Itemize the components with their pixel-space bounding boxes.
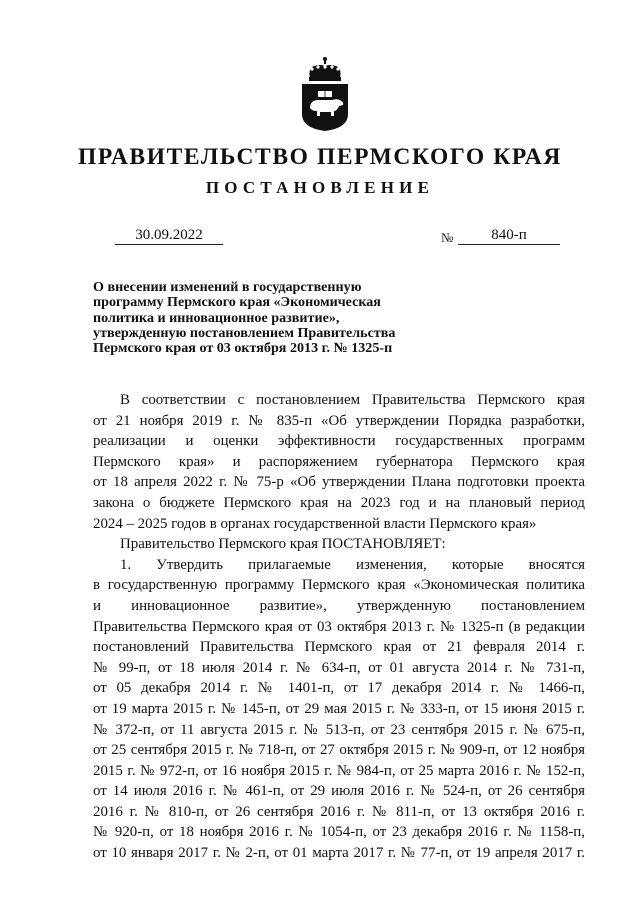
- body-line: Правительства Пермского края от 03 октября 2013 г. № 1325-п (в редакции: [93, 618, 585, 635]
- subject-line: О внесении изменений в государственную: [93, 279, 362, 295]
- crown-icon: [309, 57, 341, 81]
- resolution-number: 840-п: [458, 226, 560, 245]
- body-line: № 372-п, от 11 августа 2015 г. № 513-п, от 23 сентября 2015 г. № 675-п,: [93, 721, 585, 738]
- resolution-date: 30.09.2022: [115, 226, 223, 245]
- body-line: 2015 г. № 972-п, от 16 ноября 2015 г. № 984-п, от 25 марта 2016 г. № 152-п,: [93, 762, 585, 779]
- body-line: 1. Утвердить прилагаемые изменения, которые вносятся: [120, 556, 585, 573]
- body-line: № 99-п, от 18 июля 2014 г. № 634-п, от 01 августа 2014 г. № 731-п,: [93, 659, 585, 676]
- body-line: Правительство Пермского края ПОСТАНОВЛЯЕТ:: [120, 536, 446, 553]
- body-line: № 920-п, от 18 ноября 2016 г. № 1054-п, от 23 декабря 2016 г. № 1158-п,: [93, 824, 585, 841]
- government-title: ПРАВИТЕЛЬСТВО ПЕРМСКОГО КРАЯ: [78, 144, 562, 170]
- body-line: от 14 июля 2016 г. № 461-п, от 29 июля 2016 г. № 524-п, от 26 сентября: [93, 783, 585, 800]
- number-label: №: [441, 230, 454, 245]
- body-line: и инновационное развитие», утвержденную постановлением: [93, 597, 585, 614]
- body-line: от 05 декабря 2014 г. № 1401-п, от 17 декабря 2014 г. № 1466-п,: [93, 680, 585, 697]
- body-line: закона о бюджете Пермского края на 2023 год и на плановый период: [93, 494, 585, 511]
- subject-line: политика и инновационное развитие»,: [93, 309, 340, 326]
- body-line: от 10 января 2017 г. № 2-п, от 01 марта 2017 г. № 77-п, от 19 апреля 2017 г.: [93, 845, 585, 862]
- body-line: в государственную программу Пермского края «Экономическая политика: [93, 577, 585, 594]
- body-line: постановлений Правительства Пермского края от 21 февраля 2014 г.: [93, 639, 585, 656]
- body-line: от 19 марта 2015 г. № 145-п, от 29 мая 2015 г. № 333-п, от 15 июня 2015 г.: [93, 700, 585, 717]
- body-line: 2016 г. № 810-п, от 26 сентября 2016 г. № 811-п, от 13 октября 2016 г.: [93, 803, 585, 820]
- body-line: Пермского края» и распоряжением губернатора Пермского края: [93, 453, 585, 470]
- body-line: В соответствии с постановлением Правительства Пермского края: [120, 392, 585, 408]
- body-line: от 25 сентября 2015 г. № 718-п, от 27 октября 2015 г. № 909-п, от 12 ноября: [93, 742, 585, 759]
- subject-line: программу Пермского края «Экономическая: [93, 294, 381, 311]
- perm-krai-emblem-icon: [298, 56, 352, 132]
- subject-line: утвержденную постановлением Правительства: [93, 324, 396, 341]
- body-line: 2024 – 2025 годов в органах государственной власти Пермского края»: [93, 515, 537, 532]
- body-line: от 18 апреля 2022 г. № 75-р «Об утверждении Плана подготовки проекта: [93, 474, 585, 491]
- subject-line: Пермского края от 03 октября 2013 г. № 1325-п: [93, 340, 393, 357]
- document-type: ПОСТАНОВЛЕНИЕ: [205, 178, 435, 197]
- body-line: реализации и оценки эффективности государственных программ: [93, 433, 585, 450]
- body-line: от 21 ноября 2019 г. № 835-п «Об утверждении Порядка разработки,: [93, 412, 585, 429]
- resolution-subject: [93, 280, 453, 356]
- resolution-body: [93, 390, 585, 864]
